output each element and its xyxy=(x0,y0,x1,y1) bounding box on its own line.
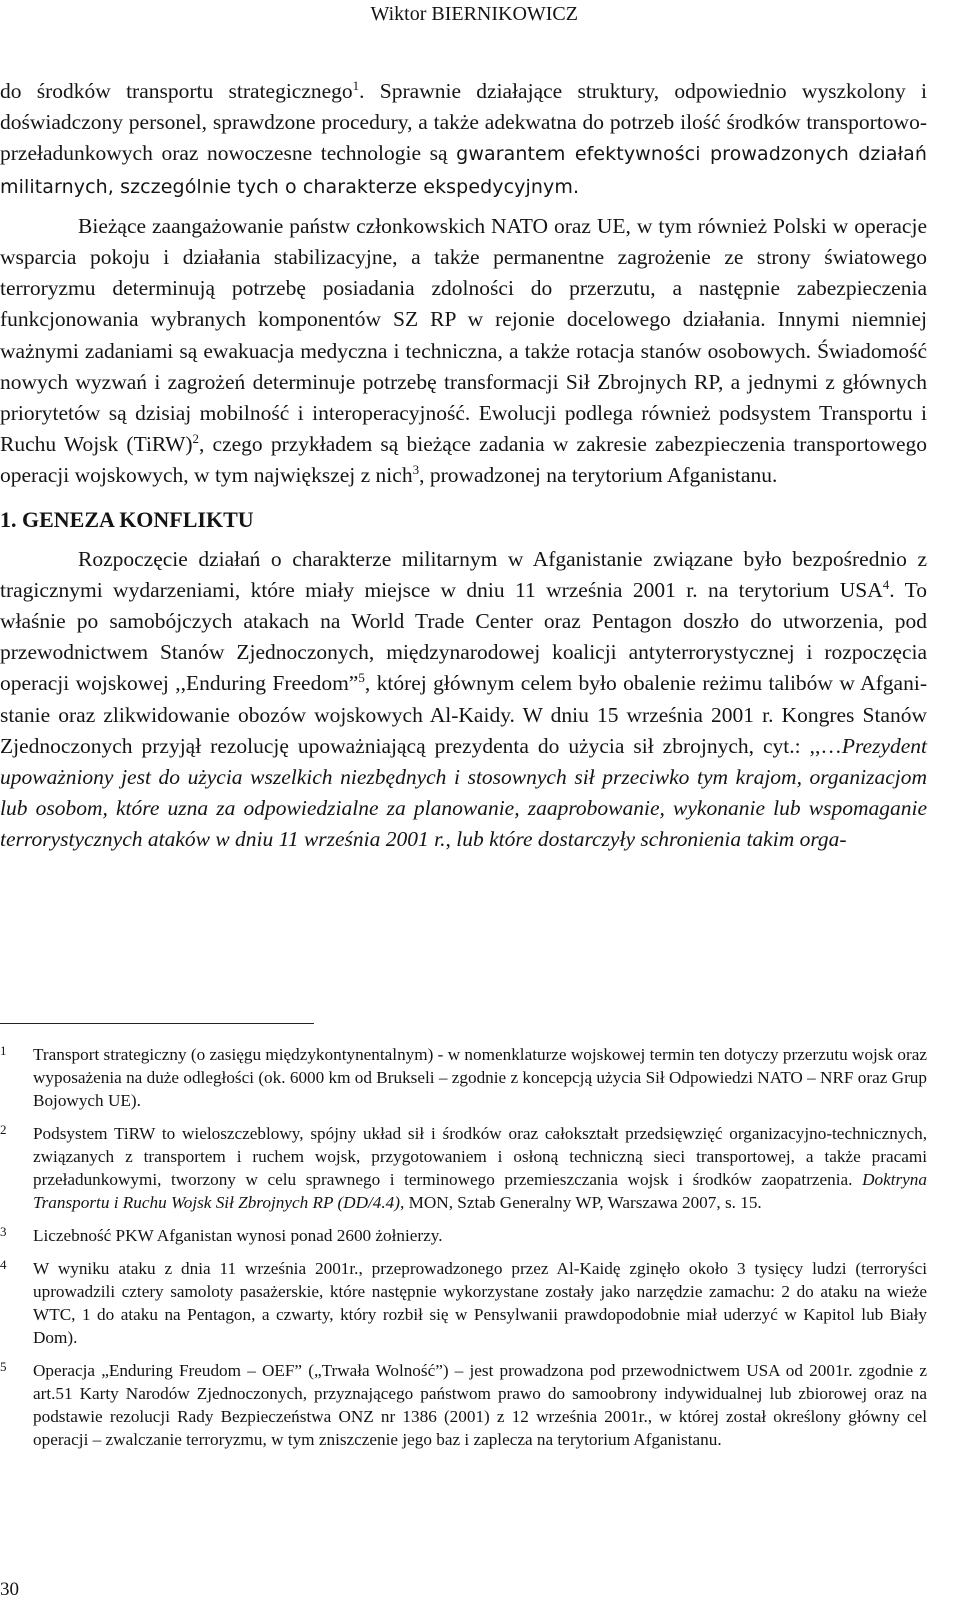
footnote-separator xyxy=(0,1023,314,1024)
section-heading: 1. GENEZA KONFLIKTU xyxy=(0,506,254,532)
footnote-text: Operacja „Enduring Freudom – OEF” („Trwała Wolność”) – jest prowadzona pod przewodnictwem USA od 2001r. zgodnie z art.51 Karty Narodów Zjednoczonych, przyznającego państwom prawo do samoobrony indywidualnej lub zbiorowej oraz na podstawie rezolucji Rady Bezpieczeństwa ONZ nr 1386 (2001) z 12 września 2001r., w której został określony główny cel operacji – zwalczanie terroryzmu, w tym zniszczenie jego baz i zaplecza na terytorium Afganistanu. xyxy=(33,1361,927,1449)
footnote-number: 4 xyxy=(0,1257,7,1272)
paragraph-3 xyxy=(0,544,927,856)
footnote-5 xyxy=(0,1359,927,1451)
body-text xyxy=(0,76,927,856)
footnote-text: Podsystem TiRW to wieloszczeblowy, spójny układ sił i środków oraz całokształt przedsięwzięć organizacyjno-technicznych, związanych z transportem i ruchem wojsk, przygotowaniem i osłoną techniczną sieci transportowej, a także pracami przeładunkowymi, tworzony w celu sprawnego i terminowego przemieszczania wojsk i środków zaopatrzenia. xyxy=(33,1124,927,1189)
footnote-ref-3[interactable]: 3 xyxy=(412,462,420,478)
paragraph-1-text-b: . Sprawnie działające struktury, odpowiednio wyszkolony i doświadczony personel, sprawdzone procedury, a także adekwatna do potrzeb ilość środków transportowo-przeładunkowych oraz nowoczesne technologie są xyxy=(0,79,927,166)
paragraph-3-quote-continued: lub które dostarczyły schronienia takim orga- xyxy=(456,827,847,852)
page-number: 30 xyxy=(0,1579,19,1600)
paragraph-2-text-b: , czego przykładem są bieżące zadania w zakresie zabezpieczenia transportowego operacji wojskowych, w tym największej z nich xyxy=(0,432,927,488)
paragraph-3-text-b: . To właśnie po samobójczych atakach na World Trade Center oraz Pentagon doszło do utworzenia, pod przewodnictwem Stanów Zjednoczonych, międzynarodowej koalicji antyterrorystycznej i rozpoczęcia operacji wojskowej ,,Enduring Freedom” xyxy=(0,577,927,696)
footnote-number: 2 xyxy=(0,1122,7,1137)
footnote-4 xyxy=(0,1257,927,1349)
footnote-1 xyxy=(0,1043,927,1112)
footnote-3 xyxy=(0,1224,927,1247)
paragraph-3-text-a: Rozpoczęcie działań o charakterze militarnym w Afganistanie związane było bezpośrednio z tragicznymi wydarzeniami, które miały miejsce w dniu 11 września 2001 r. na terytorium USA xyxy=(0,546,927,602)
footnote-ref-5[interactable]: 5 xyxy=(358,670,365,686)
footnote-number: 5 xyxy=(0,1359,7,1374)
paragraph-3-quote: Prezydent upoważniony jest do użycia wszelkich niezbędnych i stosownych sił przeciwko tym krajom, organizacjom lub osobom, które uzna za odpowiedzialne za planowanie, zaaprobowanie, wykonanie lub wspomaganie terrorystycznych ataków w dniu 11 września 2001 r. xyxy=(0,733,927,852)
footnote-text-tail: , MON, Sztab Generalny WP, Warszawa 2007, s. 15. xyxy=(400,1193,762,1212)
paragraph-1-text-c: gwarantem efektywności prowadzonych działań militarnych, szczególnie tych o charakterze ekspedycyjnym. xyxy=(0,143,927,198)
paragraph-3-text-d: , xyxy=(445,827,457,852)
footnote-text: W wyniku ataku z dnia 11 września 2001r., przeprowadzonego przez Al-Kaidę zginęło około 3 tysięcy ludzi (terroryści uprowadzili cztery samoloty pasażerskie, które następnie wykorzystane zostały jako narzędzie zamachu: 2 do ataku na wieże WTC, 1 do ataku na Pentagon, a czwarty, który rozbił się w Pensylwanii prawdopodobnie miał uderzyć w Kapitol lub Biały Dom). xyxy=(33,1259,927,1347)
footnote-text: Transport strategiczny (o zasięgu międzykontynentalnym) - w nomenklaturze wojskowej termin ten dotyczy przerzutu wojsk oraz wyposażenia na duże odległości (ok. 6000 km od Brukseli – zgodnie z koncepcją użycia Sił Odpowiedzi NATO – NRF oraz Grup Bojowych UE). xyxy=(33,1045,927,1110)
footnote-number: 3 xyxy=(0,1224,7,1239)
paragraph-3-text-c: , której głównym celem było obalenie reżimu talibów w Afganistanie oraz zlikwidowanie obozów wojskowych Al-Kaidy. W dniu 15 września 2001 r. Kongres Stanów Zjednoczonych przyjął rezolucję upoważniającą prezydenta do użycia sił zbrojnych, cyt.: ,,… xyxy=(0,671,927,758)
footnote-2 xyxy=(0,1122,927,1214)
footnote-text: Liczebność PKW Afganistan wynosi ponad 2600 żołnierzy. xyxy=(33,1226,443,1245)
footnote-ref-4[interactable]: 4 xyxy=(882,576,890,592)
running-head-author: Wiktor BIERNIKOWICZ xyxy=(370,3,578,25)
footnote-ref-1[interactable]: 1 xyxy=(352,77,360,93)
footnote-number: 1 xyxy=(0,1043,7,1058)
paragraph-2-text-a: Bieżące zaangażowanie państw członkowskich NATO oraz UE, w tym również Polski w operacje wsparcia pokoju i działania stabilizacyjne, a także permanentne zagrożenie ze strony światowego terroryzmu determinują potrzebę posiadania zdolności do przerzutu, a następnie zabezpieczenia funkcjonowania wybranych komponentów SZ RP w rejonie docelowego działania. Innymi niemniej ważnymi zadaniami są ewakuacja medyczna i techniczna, a także rotacja stanów osobowych. Świadomość nowych wyzwań i zagrożeń determinuje potrzebę transformacji Sił Zbrojnych RP, a jednymi z głównych priorytetów są dzisiaj mobilność i interoperacyjność. Ewolucji podlega również podsystem Transportu i Ruchu Wojsk (TiRW) xyxy=(0,213,927,457)
footnote-doctrine-title: Doktryna Transportu i Ruchu Wojsk Sił Zbrojnych RP (DD/4.4) xyxy=(33,1170,927,1212)
paragraph-1 xyxy=(0,76,927,203)
paragraph-1-text-a: do środków transportu strategicznego xyxy=(0,79,353,103)
paragraph-2 xyxy=(0,211,927,492)
footnotes xyxy=(0,1043,927,1461)
footnote-ref-2[interactable]: 2 xyxy=(192,431,200,447)
paragraph-2-text-c: , prowadzonej na terytorium Afganistanu. xyxy=(419,463,778,488)
